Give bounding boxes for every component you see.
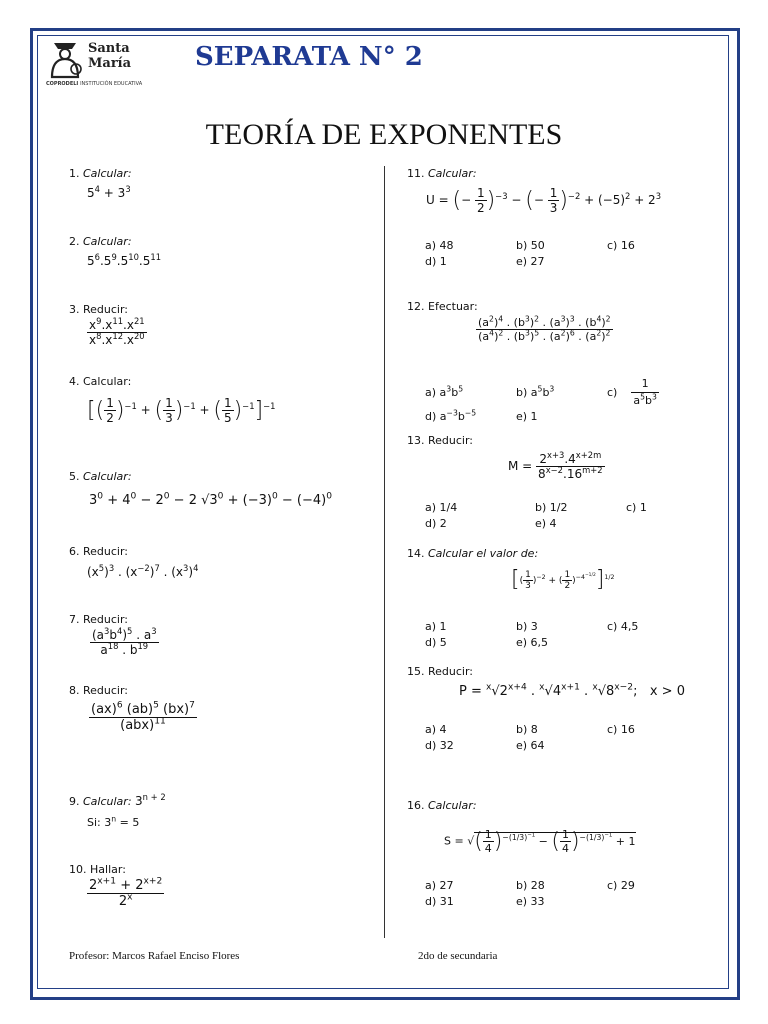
problem-11-expression: U = (− $\frac{1}{2}$ )$^{-3}$ − (− $\frac{1}{3}$ )$^{-2} + (-5)^2 + 2^3$ xyxy=(426,186,662,215)
problem-6: 6. Reducir: xyxy=(69,545,129,558)
problem-14: 14. Calcular el valor de: xyxy=(407,547,539,560)
option-e: e) 64 xyxy=(516,739,545,752)
option-c: c) 4,5 xyxy=(607,620,639,633)
option-c: c) 16 xyxy=(607,239,635,252)
option-c: c) 1 xyxy=(626,501,647,514)
option-b: b) 8 xyxy=(516,723,538,736)
option-a: a) 4 xyxy=(425,723,447,736)
problem-13-expression: M = $\frac{2^{x+3}.4^{x+2m}}{8^{x-2}.16^{m+2}}$ xyxy=(508,450,603,481)
problem-10-expression: $\frac{2^{x+1} + 2^{x+2}}{2^x}$ xyxy=(89,876,163,909)
option-e: e) 1 xyxy=(516,410,538,423)
logo-school-name: Santa María xyxy=(88,41,132,71)
option-e: e) 6,5 xyxy=(516,636,549,649)
problem-8-expression: $\frac{(ax)^6 (ab)^5 (bx)^7}{(abx)^{11}}$ xyxy=(91,700,195,733)
option-b: b) $a^5b^3$ xyxy=(516,383,555,399)
option-e: e) 27 xyxy=(516,255,545,268)
problem-12-options xyxy=(425,376,659,425)
problem-15-options xyxy=(425,722,635,754)
problem-10: 10. Hallar: xyxy=(69,863,126,876)
option-d: d) 5 xyxy=(425,636,447,649)
problem-14-options xyxy=(425,619,638,651)
option-d: d) $a^{-3}b^{-5}$ xyxy=(425,408,477,423)
school-logo xyxy=(46,37,146,89)
problem-16-options xyxy=(425,878,635,910)
option-c: c) 16 xyxy=(607,723,635,736)
footer-teacher: Profesor: Marcos Rafael Enciso Flores xyxy=(69,950,240,962)
problem-14-expression: [( $\frac{1}{3}$ )$^{-2}$ + ( $\frac{1}{2}$ )$^{-4^{-1/2}}$]$^{1/2}$ xyxy=(511,567,615,592)
problem-5: 5. Calcular: xyxy=(69,470,132,483)
option-e: e) 33 xyxy=(516,895,545,908)
option-a: a) 48 xyxy=(425,239,454,252)
option-a: a) $a^3b^5$ xyxy=(425,383,464,399)
logo-emblem-icon xyxy=(46,37,86,81)
option-c: c) 29 xyxy=(607,879,635,892)
problem-3: 3. Reducir: xyxy=(69,303,129,316)
problem-4-expression: [( $\frac{1}{2}$ )$^{-1}$ + ( $\frac{1}{3}$ )$^{-1}$ + ( $\frac{1}{5}$ )$^{-1}$]$^{-1}$ xyxy=(87,396,276,425)
problem-11-options xyxy=(425,238,635,270)
problem-7: 7. Reducir: xyxy=(69,613,129,626)
option-a: a) 1/4 xyxy=(425,501,458,514)
problem-11: 11. Calcular: xyxy=(407,167,477,180)
option-b: b) 50 xyxy=(516,239,545,252)
problem-2: 2. Calcular: xyxy=(69,235,132,248)
logo-footer: COPRODELI INSTITUCIÓN EDUCATIVA xyxy=(46,81,143,87)
problem-2-expression: $5^6.5^9.5^{10}.5^{11}$ xyxy=(87,252,162,268)
problem-12: 12. Efectuar: xyxy=(407,300,478,313)
option-d: d) 1 xyxy=(425,255,447,268)
problem-4: 4. Calcular: xyxy=(69,375,132,388)
problem-1: 1. Calcular: xyxy=(69,167,132,180)
problem-9: 9. Calcular: $3^{n + 2}$ xyxy=(69,792,166,808)
option-d: d) 32 xyxy=(425,739,454,752)
problem-6-expression: $(x^5)^3$ . $(x^{-2})^7$ . $(x^3)^4$ xyxy=(87,563,199,579)
document-title: TEORÍA DE EXPONENTES xyxy=(205,118,563,151)
column-divider xyxy=(384,166,385,938)
problem-16: 16. Calcular: xyxy=(407,799,477,812)
problem-3-expression: $\frac{x^9.x^{11}.x^{21}}{x^8.x^{12}.x^{20}}$ xyxy=(89,316,145,347)
option-a: a) 1 xyxy=(425,620,447,633)
option-e: e) 4 xyxy=(535,517,557,530)
page-header-title: SEPARATA N° 2 xyxy=(195,42,423,72)
problem-16-expression: S = √( $\frac{1}{4}$ )$^{-(1/3)^{-1}}$ − ( $\frac{1}{4}$ )$^{-(1/3)^{-1}}$ + 1 xyxy=(444,828,636,855)
problem-15-expression: $P = ^x√2^{x+4}$ . $^x√4^{x+1}$ . $^x√8^{x-2}$; x > 0 xyxy=(459,682,685,699)
option-d: d) 2 xyxy=(425,517,447,530)
footer-grade: 2do de secundaria xyxy=(418,950,498,962)
problem-9-condition: Si: $3^n = 5$ xyxy=(87,814,140,829)
problem-8: 8. Reducir: xyxy=(69,684,129,697)
option-b: b) 1/2 xyxy=(535,501,568,514)
problem-1-expression: $5^4 + 3^3$ xyxy=(87,184,131,200)
problem-12-expression: $\frac{(a^2)^4 . (b^3)^2 . (a^3)^3 . (b^4)^2}{(a^4)^2 . (b^3)^5 . (a^2)^6 . (a^2)^2}$ xyxy=(478,314,611,343)
option-b: b) 28 xyxy=(516,879,545,892)
option-c: c) $\frac{1}{a^5b^3}$ xyxy=(607,377,657,407)
problem-7-expression: $\frac{(a^3b^4)^5 . a^3}{a^{18} . b^{19}}$ xyxy=(92,626,157,657)
option-d: d) 31 xyxy=(425,895,454,908)
problem-15: 15. Reducir: xyxy=(407,665,474,678)
option-b: b) 3 xyxy=(516,620,538,633)
option-a: a) 27 xyxy=(425,879,454,892)
problem-13-options xyxy=(425,500,647,532)
problem-5-expression: $3^0 + 4^0 - 2^0 - 2$ $√3^0 + (-3)^0 - (-4)^0$ xyxy=(89,491,332,508)
problem-13: 13. Reducir: xyxy=(407,434,474,447)
